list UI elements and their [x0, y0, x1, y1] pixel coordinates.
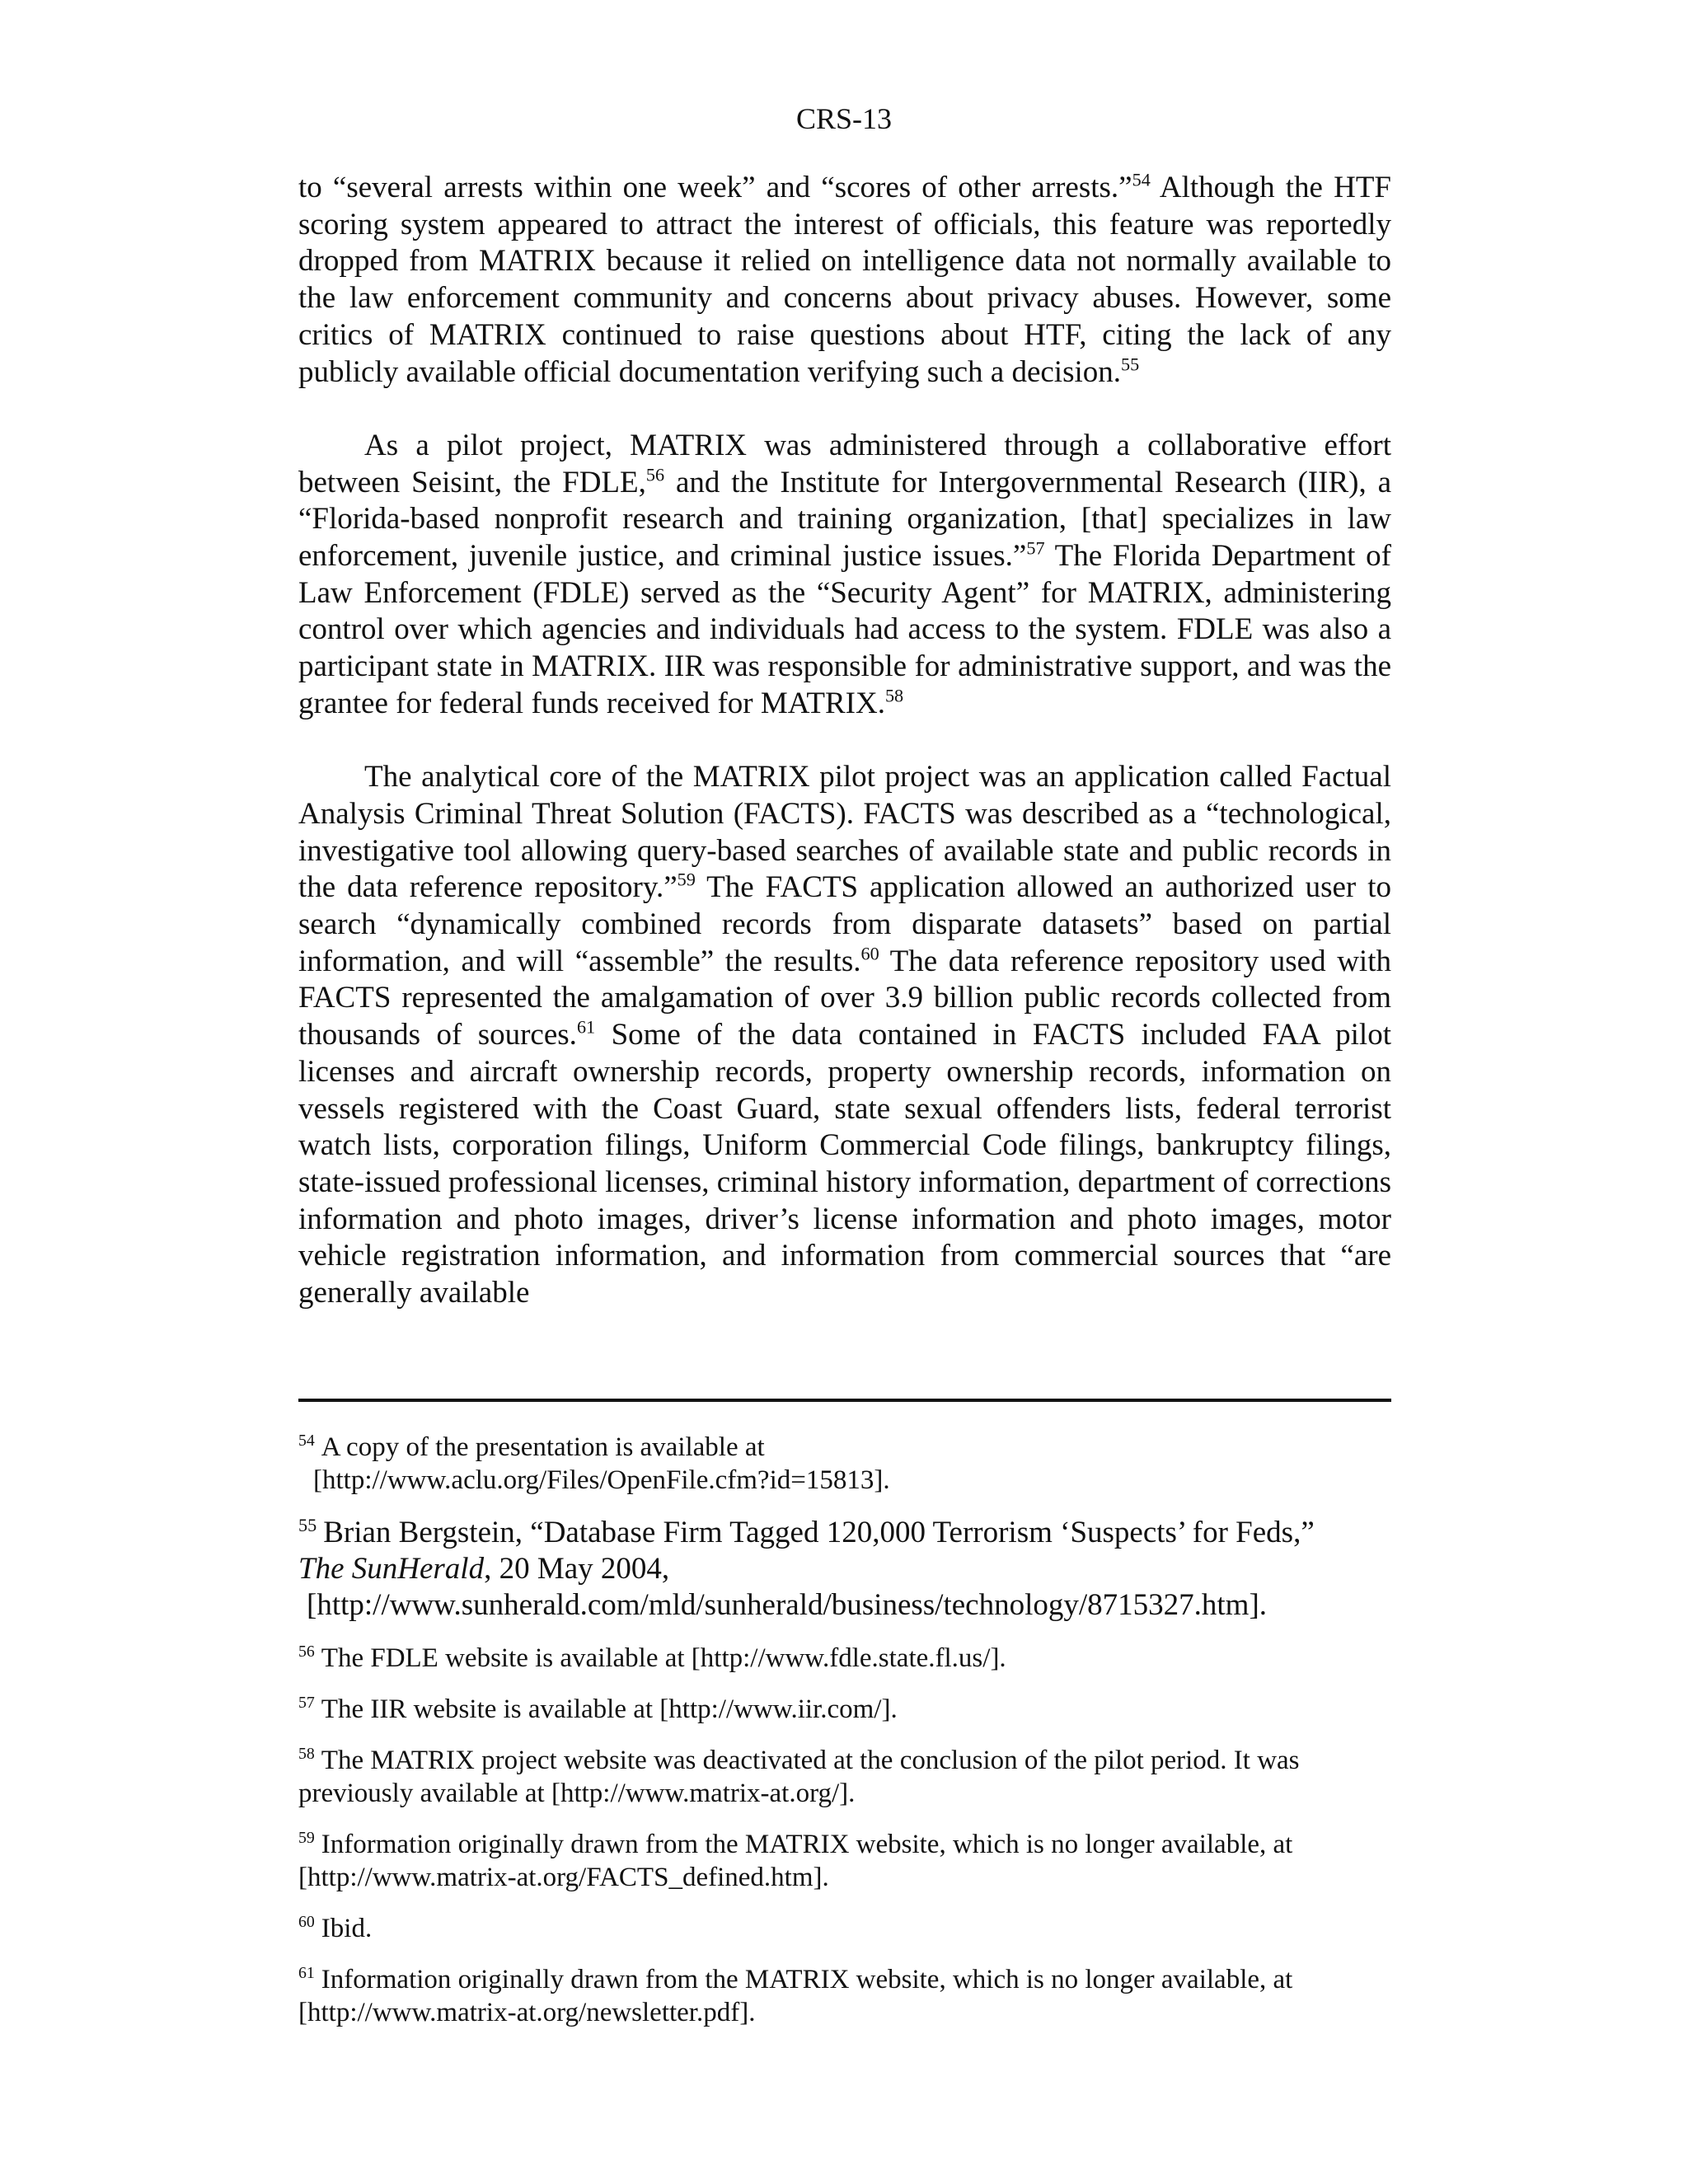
footnote-ref[interactable]: 60: [860, 943, 879, 964]
paragraph-text: The analytical core of the MATRIX pilot project was an application called Factual Analysis Criminal Threat Solution (FACTS). FACTS was described as a “technological, investigative tool allowing query-based searches of available state and public records in the data reference repository.”: [298, 760, 1391, 905]
page-header: CRS-13: [795, 102, 893, 135]
footnote-55: [298, 1515, 1391, 1624]
footnote-text: The FDLE website is available at [http://www.fdle.state.fl.us/].: [321, 1643, 1006, 1673]
footnote-link[interactable]: [http://www.aclu.org/Files/OpenFile.cfm?id=15813].: [313, 1465, 890, 1495]
footnote-divider: [298, 1399, 1391, 1402]
footnote-60: [298, 1912, 1391, 1945]
footnote-57: [298, 1693, 1391, 1726]
paragraph-text: The data reference repository used with FACTS represented the amalgamation of over 3.9 billion public records collected from thousands of sources.: [298, 944, 1391, 1052]
footnote-number: 56: [298, 1643, 315, 1661]
footnote-number: 54: [298, 1432, 315, 1450]
footnote-ref[interactable]: 61: [576, 1016, 596, 1038]
footnote-text: The IIR website is available at [http://www.iir.com/].: [321, 1694, 898, 1724]
footnote-54: [298, 1431, 1391, 1497]
footnote-number: 58: [298, 1745, 315, 1763]
footnote-56: [298, 1642, 1391, 1675]
paragraph-text: to “several arrests within one week” and “scores of other arrests.”: [298, 171, 1132, 204]
paragraph-text: The Florida Department of Law Enforcement (FDLE) served as the “Security Agent” for MATRIX, administering control over which agencies and individuals had access to the system. FDLE was also a participant state in MATRIX. IIR was responsible for administrative support, and was the grantee for federal funds received for MATRIX.: [298, 539, 1391, 720]
paragraph-text: and the Institute for Intergovernmental Research (IIR), a “Florida-based nonprofit research and training organization, [that] specializes in law enforcement, juvenile justice, and criminal justice issues.”: [298, 465, 1391, 574]
footnote-date: , 20 May 2004,: [484, 1552, 670, 1586]
paragraph-text: As a pilot project, MATRIX was administered through a collaborative effort between Seisint, the FDLE,: [298, 428, 1391, 499]
footnote-61: [298, 1963, 1391, 2029]
footnote-58: [298, 1744, 1391, 1810]
footnote-number: 60: [298, 1913, 315, 1931]
footnotes-section: [298, 1431, 1391, 2047]
footnote-ref[interactable]: 56: [645, 464, 665, 485]
paragraph-pilot-project: [298, 428, 1391, 723]
paragraph-facts-core: [298, 759, 1391, 1312]
footnote-number: 59: [298, 1829, 315, 1847]
footnote-text: Ibid.: [321, 1914, 373, 1943]
body-text: [298, 170, 1391, 1312]
footnote-text: Information originally drawn from the MATRIX website, which is no longer available, at [http://www.matrix-at.org/FACTS_defined.htm].: [298, 1830, 1293, 1892]
footnote-59: [298, 1828, 1391, 1894]
footnote-link[interactable]: [http://www.sunherald.com/mld/sunherald/business/technology/8715327.htm].: [307, 1588, 1268, 1622]
footnote-text: The MATRIX project website was deactivated at the conclusion of the pilot period. It was previously available at [http://www.matrix-at.org/].: [298, 1746, 1300, 1808]
footnote-ref[interactable]: 54: [1132, 169, 1151, 190]
paragraph-text: Although the HTF scoring system appeared to attract the interest of officials, this feature was reportedly dropped from MATRIX because it relied on intelligence data not normally available to the law enforcement community and concerns about privacy abuses. However, some critics of MATRIX continued to raise questions about HTF, citing the lack of any publicly available official documentation verifying such a decision.: [298, 171, 1391, 389]
paragraph-text: The FACTS application allowed an authorized user to search “dynamically combined records from disparate datasets” based on partial information, and will “assemble” the results.: [298, 870, 1391, 978]
paragraph-htf-scoring: [298, 170, 1391, 391]
footnote-text: A copy of the presentation is available at: [321, 1432, 765, 1462]
footnote-number: 55: [298, 1514, 317, 1535]
footnote-ref[interactable]: 55: [1121, 354, 1140, 375]
footnote-ref[interactable]: 58: [884, 685, 904, 706]
footnote-number: 57: [298, 1694, 315, 1712]
footnote-source-title: The SunHerald: [298, 1552, 485, 1586]
footnote-text: Information originally drawn from the MATRIX website, which is no longer available, at [http://www.matrix-at.org/newsletter.pdf].: [298, 1965, 1293, 2027]
footnote-ref[interactable]: 57: [1026, 537, 1045, 559]
paragraph-text: Some of the data contained in FACTS included FAA pilot licenses and aircraft ownership records, property ownership records, information on vessels registered with the Coast Guard, state sexual offenders lists, federal terrorist watch lists, corporation filings, Uniform Commercial Code filings, bankruptcy filings, state-issued professional licenses, criminal history information, department of corrections information and photo images, driver’s license information and photo images, motor vehicle registration information, and information from commercial sources that “are generally available: [298, 1018, 1391, 1310]
footnote-text: Brian Bergstein, “Database Firm Tagged 120,000 Terrorism ‘Suspects’ for Feds,”: [323, 1516, 1315, 1549]
footnote-number: 61: [298, 1964, 315, 1982]
footnote-ref[interactable]: 59: [677, 869, 696, 890]
